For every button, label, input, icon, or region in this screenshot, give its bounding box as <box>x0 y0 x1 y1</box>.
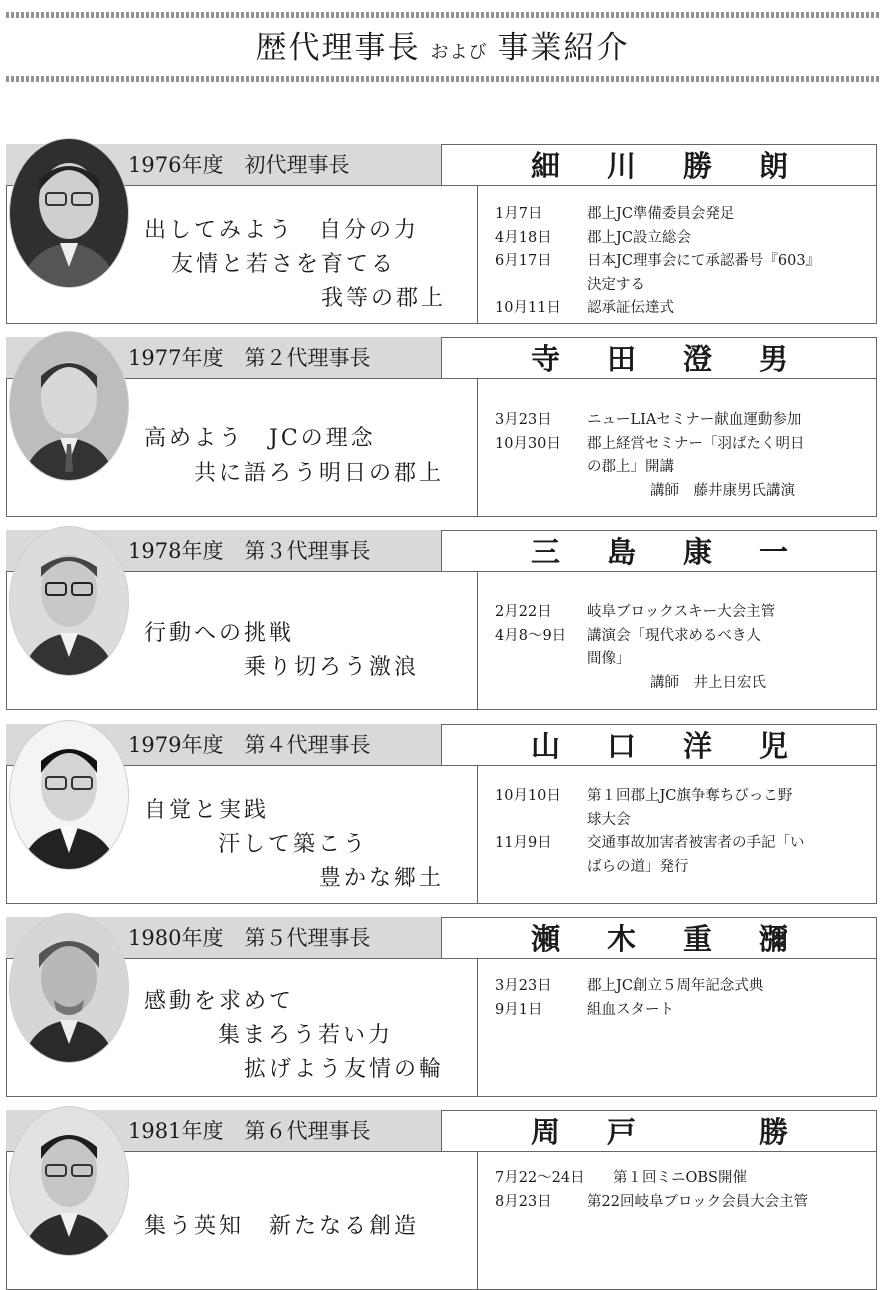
president-name: 細 川 勝 朗 <box>530 149 788 183</box>
year-role: 1978年度 第３代理事長 <box>128 539 371 563</box>
motto-line: 集まろう若い力 <box>218 1023 394 1048</box>
event-list: 3月23日 郡上JC創立５周年記念式典 9月1日 組血スタート <box>495 978 764 1018</box>
motto-line: 行動への挑戦 <box>144 621 295 646</box>
year-role: 1976年度 初代理事長 <box>128 153 350 177</box>
president-name: 瀬 木 重 瀰 <box>530 922 788 956</box>
motto-line: 自覚と実践 <box>144 798 270 823</box>
motto-line: 高めよう JCの理念 <box>144 426 376 451</box>
year-role: 1980年度 第５代理事長 <box>128 926 371 950</box>
president-portrait <box>10 721 128 869</box>
motto-line: 汗して築こう <box>218 832 369 857</box>
motto-line: 拡げよう友情の輪 <box>244 1057 445 1082</box>
president-name: 寺 田 澄 男 <box>530 342 788 376</box>
year-role: 1977年度 第２代理事長 <box>128 346 371 370</box>
motto-line: 出してみよう 自分の力 <box>144 218 420 243</box>
motto-line: 乗り切ろう激浪 <box>244 655 420 680</box>
president-portrait <box>10 139 128 287</box>
column-divider <box>477 186 478 324</box>
column-divider <box>477 959 478 1097</box>
president-portrait <box>10 914 128 1062</box>
motto-line: 共に語ろう明日の郡上 <box>194 461 445 486</box>
motto-line: 集う英知 新たなる創造 <box>144 1214 420 1239</box>
column-divider <box>477 379 478 517</box>
president-name: 山 口 洋 児 <box>530 729 788 763</box>
president-name: 三 島 康 一 <box>530 535 788 569</box>
year-role: 1981年度 第６代理事長 <box>128 1119 371 1143</box>
president-portrait <box>10 332 128 480</box>
motto-line: 豊かな郷土 <box>319 866 445 891</box>
column-divider <box>477 572 478 710</box>
motto-line: 感動を求めて <box>144 989 295 1014</box>
column-divider <box>477 766 478 904</box>
event-list: 10月10日 第１回郡上JC旗争奪ちびっこ野 球大会 11月9日 交通事故加害者被害者の手記「い ばらの道」発行 <box>495 788 805 875</box>
event-list: 3月23日 ニューLIAセミナー献血運動参加 10月30日 郡上経営セミナー「羽ばたく明日 の郡上」開講 講師 藤井康男氏講演 <box>495 412 805 499</box>
president-portrait <box>10 1107 128 1255</box>
president-name: 周 戸 勝 <box>530 1115 788 1149</box>
event-list: 2月22日 岐阜ブロックスキー大会主管 4月8～9日 講演会「現代求めるべき人 間像」 講師 井上日宏氏 <box>495 604 776 691</box>
column-divider <box>477 1152 478 1290</box>
title-wavy-border <box>6 76 879 82</box>
year-role: 1979年度 第４代理事長 <box>128 733 371 757</box>
top-wavy-border <box>6 12 879 18</box>
event-list: 7月22～24日 第１回ミニOBS開催 8月23日 第22回岐阜ブロック会員大会主管 <box>495 1170 809 1210</box>
motto-line: 我等の郡上 <box>321 286 447 311</box>
motto-line: 友情と若さを育てる <box>171 252 397 277</box>
president-portrait <box>10 527 128 675</box>
event-list: 1月7日 郡上JC準備委員会発足 4月18日 郡上JC設立総会 6月17日 日本JC理事会にて承認番号『603』 決定する 10月11日 認承証伝達式 <box>495 206 821 316</box>
page-title: 歴代理事長 および 事業紹介 <box>255 30 630 66</box>
